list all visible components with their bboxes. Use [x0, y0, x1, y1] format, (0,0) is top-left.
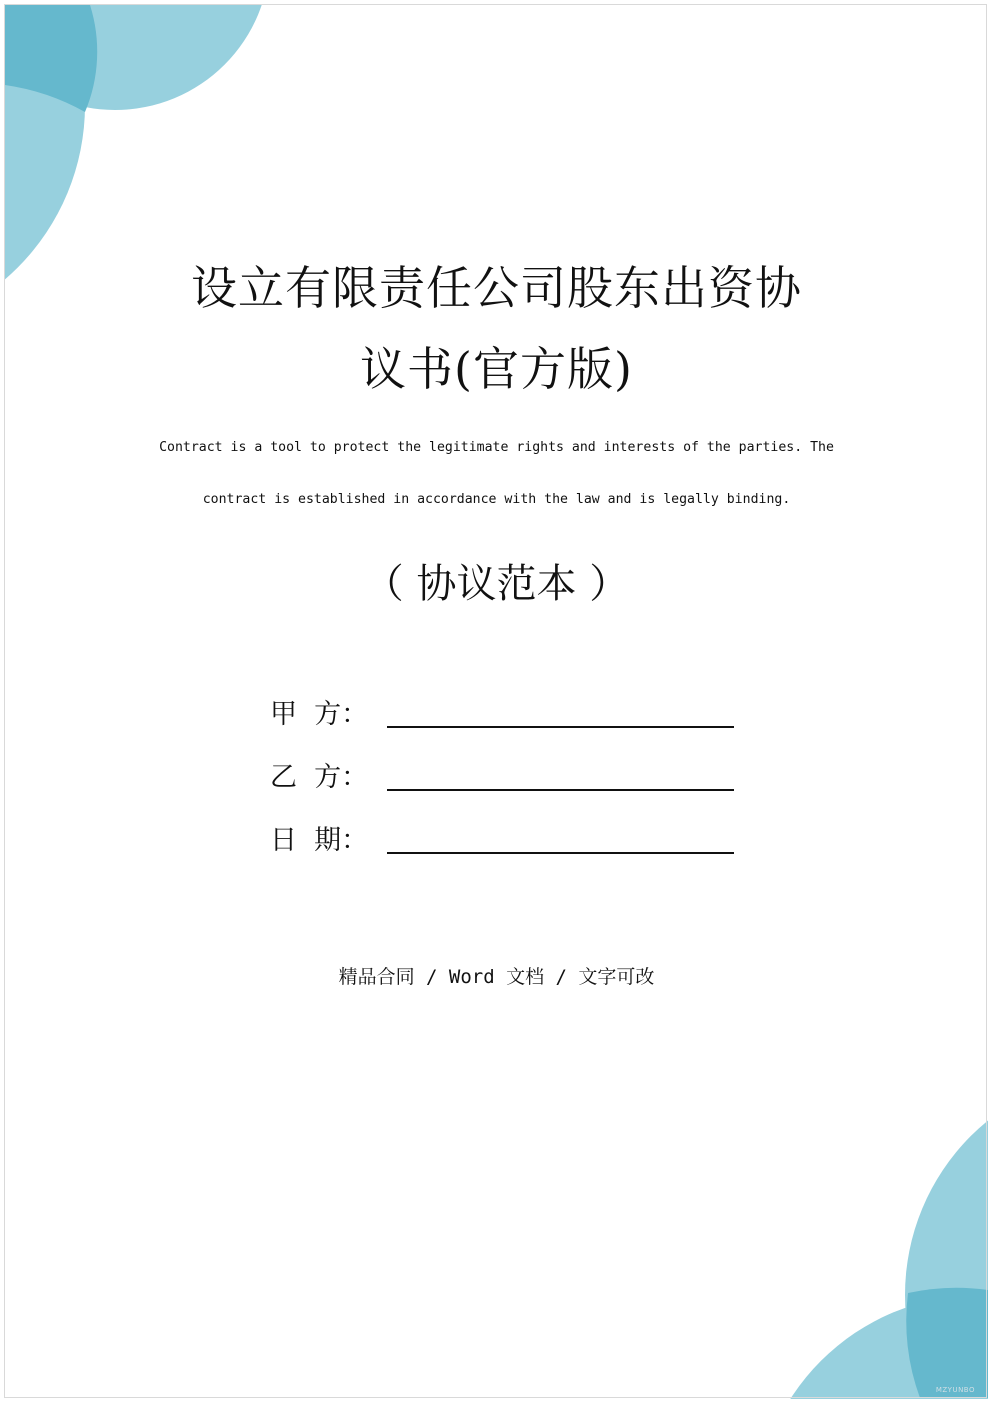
bottom-right-decoration	[755, 1070, 993, 1404]
date-label: 日 期：	[270, 825, 369, 856]
date-field	[270, 818, 740, 858]
party-a-label: 甲 方：	[270, 699, 369, 730]
party-a-blank-line[interactable]	[387, 726, 734, 728]
subtitle-line1: Contract is a tool to protect the legitimate rights and interests of the parties. The	[159, 440, 834, 455]
party-a-field	[270, 692, 740, 732]
watermark: MZYUNBO	[935, 1386, 975, 1394]
sample-label: （ 协议范本 ）	[363, 561, 630, 607]
party-b-blank-line[interactable]	[387, 789, 734, 791]
party-b-label: 乙 方：	[270, 762, 369, 793]
document-title-line1: 设立有限责任公司股东出资协	[191, 261, 802, 315]
footer-note: 精品合同 / Word 文档 / 文字可改	[338, 966, 655, 988]
document-title-line2: 议书(官方版)	[360, 342, 633, 396]
subtitle-line2: contract is established in accordance with the law and is legally binding.	[202, 492, 791, 507]
party-b-field	[270, 755, 740, 795]
date-blank-line[interactable]	[387, 852, 734, 854]
